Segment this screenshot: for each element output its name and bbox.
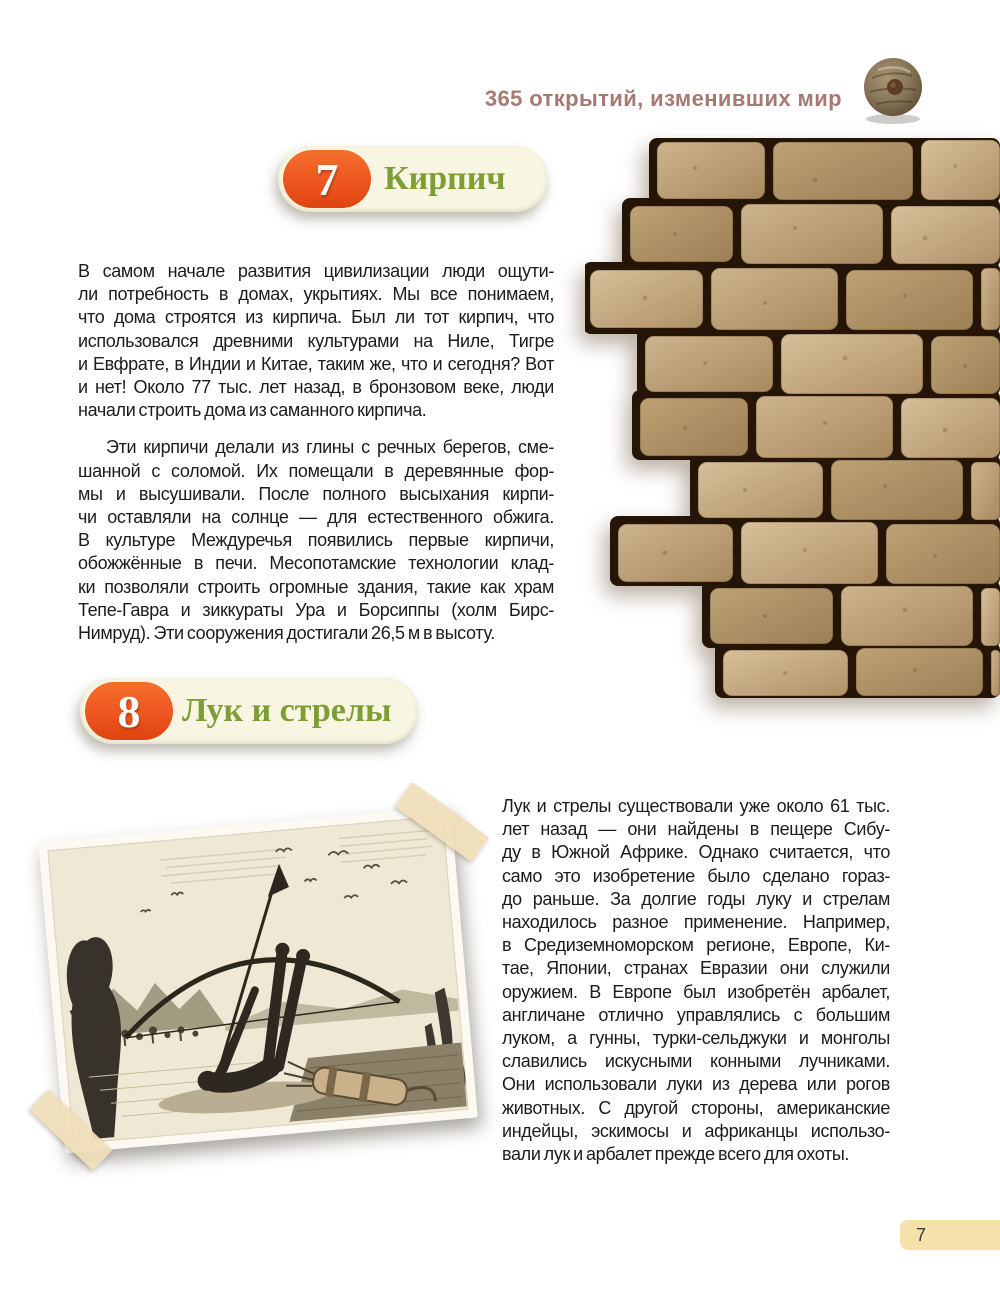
text-line: Лук и стрелы существовали уже около 61 тыс. xyxy=(502,796,890,816)
stone-wheel-icon xyxy=(862,56,928,126)
text-line: шанной с соломой. Их помещали в деревянные фор- xyxy=(78,460,554,481)
text-line: Эти кирпичи делали из глины с речных берегов, сме- xyxy=(106,437,554,458)
text-line: в Средиземноморском регионе, Европе, Ки- xyxy=(502,935,890,956)
text-line: и нет! Около 77 тыс. лет назад, в бронзовом веке, люди xyxy=(78,377,554,398)
text-line: само это изобретение было сделано гораз- xyxy=(502,865,890,886)
paragraph xyxy=(502,795,890,1166)
text-line: тае, Японии, странах Евразии они служили xyxy=(502,958,890,979)
text-line: находилось разное применение. Например, xyxy=(502,912,890,933)
section-7-badge xyxy=(278,146,548,212)
mud-brick-wall-image xyxy=(585,138,1000,700)
bow-and-arrow-engraving-image xyxy=(38,807,478,1154)
text-line: луком, а гунны, турки-сельджуки и монголы xyxy=(502,1028,890,1049)
text-line: Тепе-Гавра и зиккураты Ура и Борсиппы (холм Бирс- xyxy=(78,599,554,620)
text-line: и Евфрате, в Индии и Китае, таким же, что и сегодня? Вот xyxy=(78,353,554,374)
text-line: использовался древними культурами на Ниле, Тигре xyxy=(78,330,554,351)
paragraph xyxy=(78,260,554,422)
page-number-tab xyxy=(900,1220,1000,1250)
running-head-title: 365 открытий, изменивших мир xyxy=(484,86,842,111)
section-7-text xyxy=(78,260,554,659)
section-7-title: Кирпич xyxy=(384,160,506,197)
text-line: животных. С другой стороны, американские xyxy=(502,1097,890,1118)
section-8-badge xyxy=(80,678,418,744)
text-line: начали строить дома из саманного кирпича. xyxy=(78,400,427,421)
page-number: 7 xyxy=(916,1225,927,1245)
text-line: вали лук и арбалет прежде всего для охоты. xyxy=(502,1144,850,1165)
section-8-text xyxy=(502,795,890,1180)
text-line: ду в Южной Африке. Однако считается, что xyxy=(502,842,890,863)
section-8-number: 8 xyxy=(85,682,173,740)
text-line: Они использовали луки из дерева или рогов xyxy=(502,1074,890,1095)
text-line: до раньше. За долгие годы луку и стрелам xyxy=(502,888,890,909)
paragraph xyxy=(78,436,554,645)
text-line: мы и высушивали. После полного высыхания кирпи- xyxy=(78,483,554,504)
section-7-number: 7 xyxy=(283,150,371,208)
text-line: Нимруд). Эти сооружения достигали 26,5 м в высоту. xyxy=(78,623,495,644)
text-line: что дома строятся из кирпича. Был ли тот кирпич, что xyxy=(78,307,554,328)
text-line: англичане отлично управлялись с большим xyxy=(502,1004,890,1025)
text-line: ли потребность в домах, укрытиях. Мы все понимаем, xyxy=(78,284,554,305)
section-8-title: Лук и стрелы xyxy=(182,692,392,729)
text-line: славились искусными конными лучниками. xyxy=(502,1051,890,1072)
text-line: В самом начале развития цивилизации люди ощути- xyxy=(78,261,554,281)
text-line: индейцы, эскимосы и африканцы использо- xyxy=(502,1120,890,1141)
text-line: ки позволяли строить огромные здания, такие как храм xyxy=(78,576,554,597)
text-line: оружием. В Европе был изобретён арбалет, xyxy=(502,981,890,1002)
text-line: В культуре Междуречья появились первые кирпичи, xyxy=(78,530,554,551)
text-line: лет назад — они найдены в пещере Сибу- xyxy=(502,819,890,840)
text-line: обожжённые в печи. Месопотамские технологии клад- xyxy=(78,553,554,574)
text-line: чи оставляли на солнце — для естественного обжига. xyxy=(78,507,554,528)
